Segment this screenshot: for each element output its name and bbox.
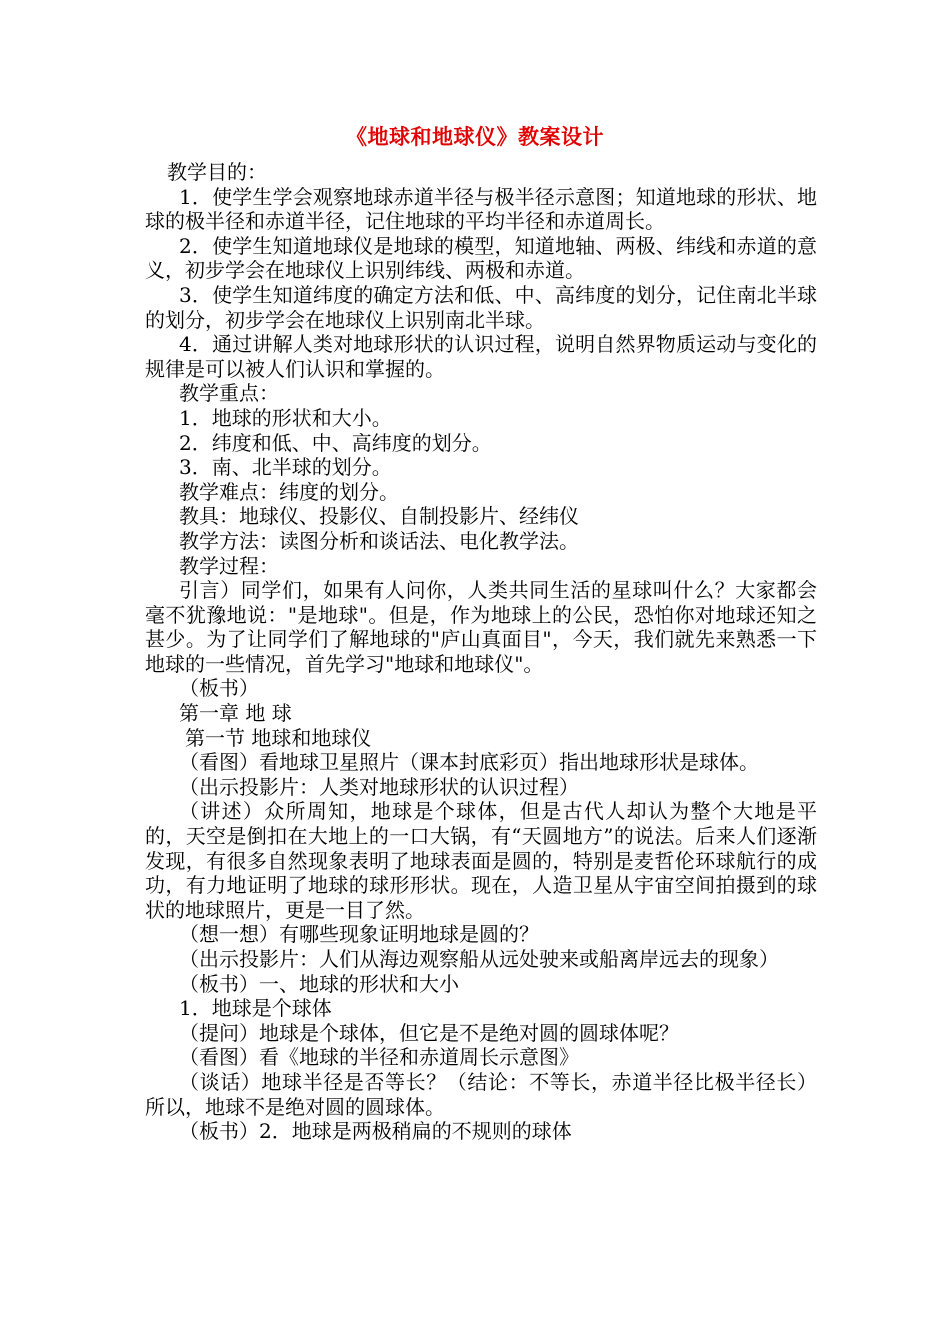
paragraph: （讲述）众所周知，地球是个球体，但是古代人却认为整个大地是平的，天空是倒扣在大地上的一口大锅，有“天圆地方”的说法。后来人们逐渐发现，有很多自然现象表明了地球表面是圆的，特别是麦哲伦环球航行的成功，有力地证明了地球的球形形状。现在，人造卫星从宇宙空间拍摄到的球状的地球照片，更是一目了然。 bbox=[145, 799, 817, 922]
paragraph: 教具：地球仪、投影仪、自制投影片、经纬仪 bbox=[179, 504, 579, 529]
paragraph: 3．南、北半球的划分。 bbox=[179, 455, 392, 480]
paragraph: （谈话）地球半径是否等长？（结论：不等长，赤道半径比极半径长）所以，地球不是绝对圆的圆球体。 bbox=[145, 1069, 817, 1119]
paragraph: 4．通过讲解人类对地球形状的认识过程，说明自然界物质运动与变化的规律是可以被人们认识和掌握的。 bbox=[145, 332, 817, 381]
paragraph: （板书）一、地球的形状和大小 bbox=[179, 971, 459, 996]
document-title: 《地球和地球仪》教案设计 bbox=[346, 125, 604, 149]
paragraph: （出示投影片：人类对地球形状的认识过程） bbox=[179, 774, 579, 799]
paragraph: 1．地球是个球体 bbox=[179, 996, 332, 1021]
paragraph: （看图）看地球卫星照片（课本封底彩页）指出地球形状是球体。 bbox=[179, 750, 759, 775]
paragraph: 2．使学生知道地球仪是地球的模型，知道地轴、两极、纬线和赤道的意义，初步学会在地球仪上识别纬线、两极和赤道。 bbox=[145, 233, 817, 283]
paragraph: 第一节 地球和地球仪 bbox=[185, 725, 372, 750]
paragraph: 引言）同学们，如果有人问你，人类共同生活的星球叫什么？大家都会毫不犹豫地说："是地球"。但是，作为地球上的公民，恐怕你对地球还知之甚少。为了让同学们了解地球的"庐山真面目"，今天，我们就先来熟悉一下地球的一些情况，首先学习"地球和地球仪"。 bbox=[145, 578, 817, 676]
paragraph: 教学难点：纬度的划分。 bbox=[179, 479, 399, 504]
paragraph: 2．纬度和低、中、高纬度的划分。 bbox=[179, 430, 492, 455]
document-body bbox=[145, 160, 817, 1144]
paragraph: 第一章 地 球 bbox=[179, 701, 292, 726]
paragraph: 教学过程： bbox=[179, 553, 279, 578]
paragraph: 教学方法：读图分析和谈话法、电化教学法。 bbox=[179, 528, 579, 553]
paragraph: （看图）看《地球的半径和赤道周长示意图》 bbox=[179, 1045, 579, 1070]
paragraph: （板书）2．地球是两极稍扁的不规则的球体 bbox=[179, 1119, 572, 1144]
paragraph: （出示投影片：人们从海边观察船从远处驶来或船离岸远去的现象） bbox=[179, 947, 779, 971]
paragraph: 教学目的： bbox=[167, 160, 267, 184]
paragraph: （板书） bbox=[179, 676, 259, 701]
paragraph: 1．使学生学会观察地球赤道半径与极半径示意图；知道地球的形状、地球的极半径和赤道半径，记住地球的平均半径和赤道周长。 bbox=[145, 184, 817, 234]
paragraph: 3．使学生知道纬度的确定方法和低、中、高纬度的划分，记住南北半球的划分，初步学会在地球仪上识别南北半球。 bbox=[145, 282, 817, 332]
paragraph: 1．地球的形状和大小。 bbox=[179, 405, 392, 430]
paragraph: 教学重点： bbox=[179, 381, 279, 406]
paragraph: （想一想）有哪些现象证明地球是圆的？ bbox=[179, 922, 539, 947]
paragraph: （提问）地球是个球体，但它是不是绝对圆的圆球体呢？ bbox=[179, 1020, 679, 1045]
